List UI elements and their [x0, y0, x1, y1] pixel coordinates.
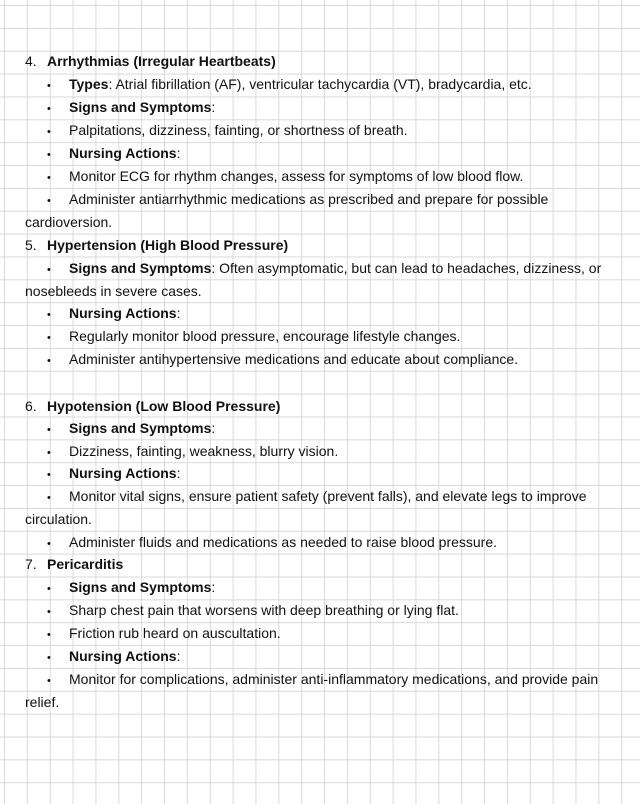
- list-item-continuation: [25, 508, 92, 531]
- bullet: [25, 302, 69, 327]
- item-text: Regularly monitor blood pressure, encourage lifestyle changes.: [69, 328, 461, 344]
- bullet-glyph: •: [47, 675, 51, 687]
- bullet: [25, 668, 69, 693]
- item-label: Types: [69, 76, 109, 92]
- item-label: Nursing Actions: [69, 648, 177, 664]
- item-text: :: [176, 648, 181, 664]
- bullet: [25, 165, 69, 190]
- section-heading: [25, 234, 288, 257]
- bullet-glyph: •: [47, 332, 51, 344]
- section-title: Arrhythmias (Irregular Heartbeats): [47, 53, 276, 69]
- list-item-continuation: [25, 211, 112, 234]
- list-item: [25, 142, 181, 165]
- section-title: Hypertension (High Blood Pressure): [47, 237, 289, 253]
- list-item: [25, 668, 598, 691]
- section-title: Pericarditis: [47, 556, 124, 572]
- bullet-glyph: •: [47, 264, 51, 276]
- bullet: [25, 622, 69, 647]
- list-item: [25, 188, 548, 211]
- item-text-continued: circulation.: [25, 511, 92, 527]
- section-number: 6.: [25, 398, 37, 414]
- item-label: Signs and Symptoms: [69, 260, 212, 276]
- bullet-glyph: •: [47, 195, 51, 207]
- item-text: Friction rub heard on auscultation.: [69, 625, 281, 641]
- list-item: [25, 462, 181, 485]
- list-item: [25, 645, 181, 668]
- list-item: [25, 165, 523, 188]
- bullet-glyph: •: [47, 469, 51, 481]
- bullet: [25, 142, 69, 167]
- item-text: :: [176, 305, 181, 321]
- item-label: Nursing Actions: [69, 145, 177, 161]
- item-text: :: [176, 465, 181, 481]
- list-item: [25, 576, 215, 599]
- bullet-glyph: •: [47, 424, 51, 436]
- bullet-glyph: •: [47, 606, 51, 618]
- bullet: [25, 462, 69, 487]
- bullet-glyph: •: [47, 309, 51, 321]
- bullet: [25, 417, 69, 442]
- item-text: Monitor vital signs, ensure patient safety (prevent falls), and elevate legs to improve: [69, 488, 587, 504]
- item-text-continued: cardioversion.: [25, 214, 113, 230]
- bullet-glyph: •: [47, 492, 51, 504]
- list-item: [25, 302, 181, 325]
- list-item: [25, 257, 601, 280]
- bullet: [25, 257, 69, 282]
- bullet: [25, 599, 69, 624]
- item-text: :: [211, 579, 216, 595]
- bullet: [25, 348, 69, 373]
- item-text: Administer antiarrhythmic medications as prescribed and prepare for possible: [69, 191, 549, 207]
- section-number: 5.: [25, 237, 37, 253]
- item-text-continued: relief.: [25, 694, 60, 710]
- item-text-continued: nosebleeds in severe cases.: [25, 283, 202, 299]
- item-text: Monitor ECG for rhythm changes, assess for symptoms of low blood flow.: [69, 168, 524, 184]
- item-label: Nursing Actions: [69, 305, 177, 321]
- bullet: [25, 485, 69, 510]
- item-text: :: [211, 420, 216, 436]
- item-label: Signs and Symptoms: [69, 579, 212, 595]
- list-item: [25, 119, 408, 142]
- section-number: 4.: [25, 53, 37, 69]
- bullet-glyph: •: [47, 149, 51, 161]
- item-text: :: [176, 145, 181, 161]
- bullet-glyph: •: [47, 538, 51, 550]
- item-text: Administer fluids and medications as needed to raise blood pressure.: [69, 534, 498, 550]
- bullet-glyph: •: [47, 355, 51, 367]
- item-text: Palpitations, dizziness, fainting, or shortness of breath.: [69, 122, 408, 138]
- bullet-glyph: •: [47, 126, 51, 138]
- item-text: Administer antihypertensive medications and educate about compliance.: [69, 351, 519, 367]
- section-heading: [25, 553, 123, 576]
- bullet-glyph: •: [47, 652, 51, 664]
- list-item: [25, 440, 338, 463]
- list-item: [25, 417, 215, 440]
- section-heading: [25, 395, 280, 418]
- bullet: [25, 73, 69, 98]
- list-item: [25, 531, 497, 554]
- item-text: Dizziness, fainting, weakness, blurry vision.: [69, 443, 339, 459]
- bullet: [25, 645, 69, 670]
- bullet-glyph: •: [47, 172, 51, 184]
- list-item-continuation: [25, 691, 59, 714]
- bullet: [25, 325, 69, 350]
- item-label: Signs and Symptoms: [69, 420, 212, 436]
- list-item: [25, 599, 459, 622]
- item-text: Monitor for complications, administer anti-inflammatory medications, and provide pain: [69, 671, 599, 687]
- item-text: Sharp chest pain that worsens with deep breathing or lying flat.: [69, 602, 459, 618]
- list-item: [25, 622, 281, 645]
- section-heading: [25, 50, 276, 73]
- bullet: [25, 96, 69, 121]
- bullet-glyph: •: [47, 629, 51, 641]
- list-item: [25, 96, 215, 119]
- bullet: [25, 119, 69, 144]
- bullet-glyph: •: [47, 447, 51, 459]
- bullet-glyph: •: [47, 583, 51, 595]
- section-title: Hypotension (Low Blood Pressure): [47, 398, 281, 414]
- list-item: [25, 73, 532, 96]
- bullet: [25, 188, 69, 213]
- item-text: : Atrial fibrillation (AF), ventricular tachycardia (VT), bradycardia, etc.: [108, 76, 532, 92]
- section-number: 7.: [25, 556, 37, 572]
- bullet-glyph: •: [47, 103, 51, 115]
- bullet-glyph: •: [47, 80, 51, 92]
- list-item: [25, 348, 518, 371]
- item-text: : Often asymptomatic, but can lead to headaches, dizziness, or: [211, 260, 602, 276]
- item-text: :: [211, 99, 216, 115]
- item-label: Nursing Actions: [69, 465, 177, 481]
- list-item: [25, 325, 460, 348]
- list-item-continuation: [25, 280, 202, 303]
- bullet: [25, 576, 69, 601]
- list-item: [25, 485, 586, 508]
- item-label: Signs and Symptoms: [69, 99, 212, 115]
